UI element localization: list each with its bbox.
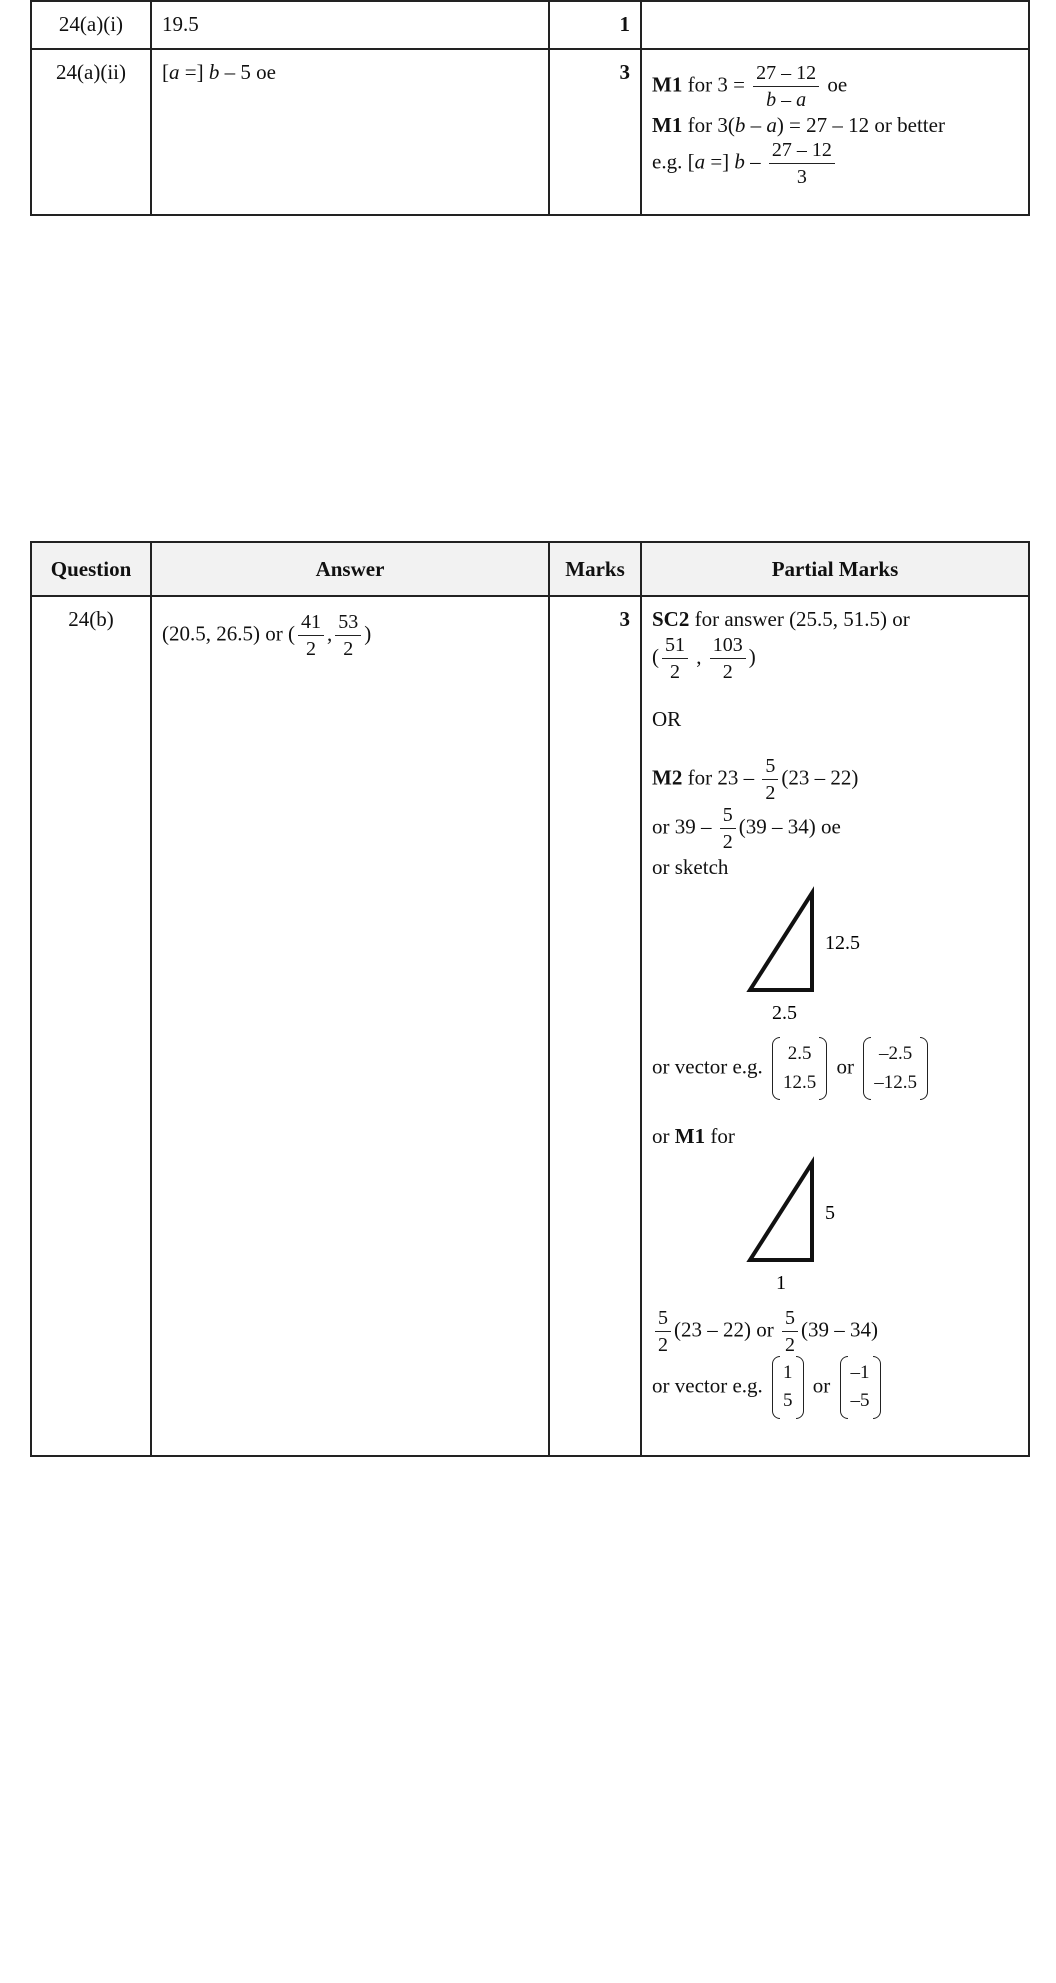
partial-marks-cell: [641, 49, 1029, 215]
answer-cell: (20.5, 26.5) or ( $\frac{41}{2}$ , $\frac{53}{2}$ ): [151, 596, 549, 1456]
header-question: Question: [31, 542, 151, 596]
column-vector: 2.5 12.5: [772, 1037, 827, 1100]
header-marks: Marks: [549, 542, 641, 596]
partial-mark-line: M2 for 23 – $\frac{5}{2}$ (23 – 22): [652, 755, 859, 805]
fraction: $\frac{103}{2}$: [710, 634, 746, 683]
table-row: [31, 49, 1029, 215]
header-row: [31, 542, 1029, 596]
partial-marks-cell: [641, 1, 1029, 49]
fraction: $\frac{51}{2}$: [662, 634, 688, 683]
partial-mark-line: M1 for 3(b – a) = 27 – 12 or better: [652, 113, 945, 137]
column-vector: –2.5 –12.5: [863, 1037, 928, 1100]
header-partial-marks: Partial Marks: [641, 542, 1029, 596]
sketch-vertical-label: 12.5: [825, 932, 860, 955]
fraction: $\frac{5}{2}$: [720, 804, 736, 853]
partial-mark-line: SC2 for answer (25.5, 51.5) or: [652, 607, 910, 632]
mark-scheme-table-bottom: [30, 541, 1030, 1457]
question-cell: 24(a)(i): [31, 1, 151, 49]
partial-mark-line: or sketch: [652, 855, 729, 880]
marks-cell: 1: [549, 1, 641, 49]
table-row: [31, 596, 1029, 1456]
fraction: $\frac{5}{2}$: [655, 1307, 671, 1356]
fraction: $\frac{41}{2}$: [298, 611, 324, 660]
marks-cell: 3: [549, 49, 641, 215]
triangle-shape: [750, 1163, 812, 1260]
marks-cell: 3: [549, 596, 641, 1456]
partial-mark-line: $\frac{5}{2}$ (23 – 22) or $\frac{5}{2}$ (39 – 34): [652, 1307, 1018, 1356]
fraction: $\frac{5}{2}$: [762, 755, 778, 804]
partial-mark-line: M1 for 3 = $\frac{27 - 12}{b - a}$ oe: [652, 62, 848, 111]
or-label: OR: [652, 706, 682, 731]
answer-cell: [a =] b – 5 oe: [151, 49, 549, 215]
question-cell: 24(b): [31, 596, 151, 1456]
question-cell: 24(a)(ii): [31, 49, 151, 215]
sketch-horizontal-label: 1: [776, 1271, 786, 1294]
partial-mark-line: or M1 for: [652, 1124, 735, 1149]
partial-mark-line: ( $\frac{51}{2}$ , $\frac{103}{2}$ ): [652, 633, 756, 683]
mark-scheme-table-top: [30, 0, 1030, 216]
sketch-horizontal-label: 2.5: [772, 1002, 797, 1025]
header-answer: Answer: [151, 542, 549, 596]
answer-cell: 19.5: [151, 1, 549, 49]
sketch-vertical-label: 5: [825, 1201, 835, 1224]
column-vector: 1 5: [772, 1356, 804, 1419]
partial-marks-cell: [641, 596, 1029, 1456]
triangle-sketch-1: [652, 885, 952, 1035]
fraction: $\frac{27 - 12}{b - a}$: [753, 62, 819, 111]
partial-mark-line: or vector e.g. 1 5 or –1 –5: [652, 1356, 1018, 1419]
partial-mark-line: e.g. [a =] b – $\frac{27 - 12}{3}$: [652, 139, 1018, 188]
fraction: $\frac{53}{2}$: [335, 611, 361, 660]
fraction: $\frac{27 - 12}{3}$: [769, 139, 835, 188]
triangle-sketch-2: [652, 1155, 952, 1305]
table-row: [31, 1, 1029, 49]
partial-mark-line: or 39 – $\frac{5}{2}$ (39 – 34) oe: [652, 804, 841, 854]
column-vector: –1 –5: [840, 1356, 881, 1419]
partial-mark-line: or vector e.g. 2.5 12.5 or –2.5 –12.5: [652, 1037, 1018, 1100]
fraction: $\frac{5}{2}$: [782, 1307, 798, 1356]
triangle-shape: [750, 893, 812, 990]
